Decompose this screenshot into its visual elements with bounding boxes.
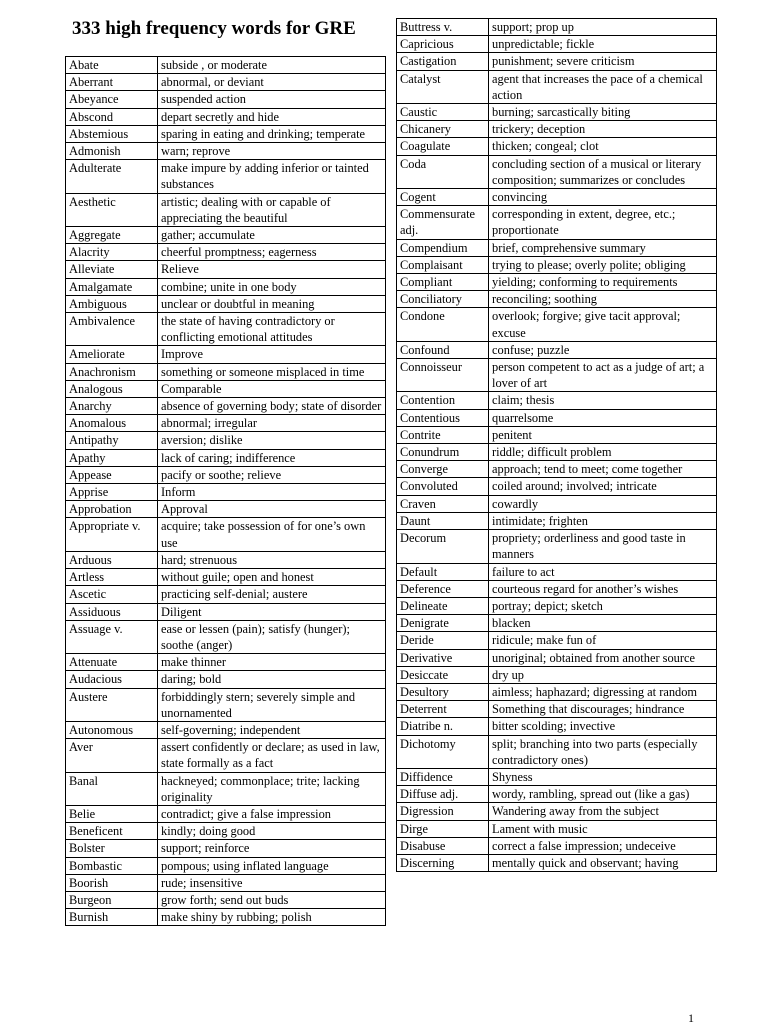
table-row [397, 274, 717, 291]
table-row [397, 768, 717, 785]
definition-cell: intimidate; frighten [489, 512, 717, 529]
table-row [66, 551, 386, 568]
word-cell: Converge [397, 461, 489, 478]
word-cell: Daunt [397, 512, 489, 529]
table-row [66, 244, 386, 261]
definition-cell: concluding section of a musical or literary composition; summarizes or concludes [489, 155, 717, 188]
word-cell: Caustic [397, 104, 489, 121]
definition-cell: hackneyed; commonplace; trite; lacking originality [158, 772, 386, 805]
table-row [66, 57, 386, 74]
word-cell: Bombastic [66, 857, 158, 874]
definition-cell: wordy, rambling, spread out (like a gas) [489, 786, 717, 803]
word-cell: Amalgamate [66, 278, 158, 295]
definition-cell: yielding; conforming to requirements [489, 274, 717, 291]
table-row [66, 278, 386, 295]
definition-cell: Improve [158, 346, 386, 363]
table-row [66, 261, 386, 278]
word-cell: Cogent [397, 189, 489, 206]
definition-cell: pompous; using inflated language [158, 857, 386, 874]
word-cell: Contentious [397, 409, 489, 426]
definition-cell: without guile; open and honest [158, 569, 386, 586]
definition-cell: coiled around; involved; intricate [489, 478, 717, 495]
definition-cell: bitter scolding; invective [489, 718, 717, 735]
definition-cell: courteous regard for another’s wishes [489, 580, 717, 597]
table-row [66, 874, 386, 891]
table-row [66, 160, 386, 193]
table-row [66, 518, 386, 551]
table-row [397, 256, 717, 273]
definition-cell: correct a false impression; undeceive [489, 837, 717, 854]
definition-cell: make thinner [158, 654, 386, 671]
table-row [397, 580, 717, 597]
table-row [66, 739, 386, 772]
definition-cell: overlook; forgive; give tacit approval; excuse [489, 308, 717, 341]
table-row [397, 206, 717, 239]
definition-cell: hard; strenuous [158, 551, 386, 568]
definition-cell: burning; sarcastically biting [489, 104, 717, 121]
word-cell: Ameliorate [66, 346, 158, 363]
definition-cell: mentally quick and observant; having [489, 854, 717, 871]
definition-cell: kindly; doing good [158, 823, 386, 840]
table-row [397, 308, 717, 341]
word-cell: Belie [66, 805, 158, 822]
definition-cell: blacken [489, 615, 717, 632]
word-cell: Diffuse adj. [397, 786, 489, 803]
definition-cell: pacify or soothe; relieve [158, 466, 386, 483]
table-row [397, 341, 717, 358]
definition-cell: make impure by adding inferior or tainted substances [158, 160, 386, 193]
word-cell: Abstemious [66, 125, 158, 142]
word-cell: Deference [397, 580, 489, 597]
table-row [397, 563, 717, 580]
table-row [66, 671, 386, 688]
table-row [66, 91, 386, 108]
definition-cell: trickery; deception [489, 121, 717, 138]
word-cell: Abeyance [66, 91, 158, 108]
table-row [397, 291, 717, 308]
table-row [66, 380, 386, 397]
definition-cell: ease or lessen (pain); satisfy (hunger); soothe (anger) [158, 620, 386, 653]
definition-cell: Shyness [489, 768, 717, 785]
definition-cell: forbiddingly stern; severely simple and unornamented [158, 688, 386, 721]
definition-cell: subside , or moderate [158, 57, 386, 74]
table-row [66, 805, 386, 822]
definition-cell: cowardly [489, 495, 717, 512]
word-cell: Conundrum [397, 444, 489, 461]
word-cell: Burgeon [66, 891, 158, 908]
definition-cell: Inform [158, 484, 386, 501]
table-row [66, 501, 386, 518]
word-cell: Ambiguous [66, 295, 158, 312]
table-row [397, 392, 717, 409]
word-cell: Diatribe n. [397, 718, 489, 735]
definition-cell: reconciling; soothing [489, 291, 717, 308]
word-cell: Deterrent [397, 701, 489, 718]
table-row [66, 432, 386, 449]
table-row [66, 569, 386, 586]
word-cell: Aver [66, 739, 158, 772]
definition-cell: daring; bold [158, 671, 386, 688]
word-cell: Conciliatory [397, 291, 489, 308]
word-cell: Compliant [397, 274, 489, 291]
table-row [397, 53, 717, 70]
word-cell: Derivative [397, 649, 489, 666]
word-cell: Arduous [66, 551, 158, 568]
definition-cell: something or someone misplaced in time [158, 363, 386, 380]
definition-cell: abnormal, or deviant [158, 74, 386, 91]
definition-cell: person competent to act as a judge of art; a lover of art [489, 359, 717, 392]
definition-cell: combine; unite in one body [158, 278, 386, 295]
word-cell: Aberrant [66, 74, 158, 91]
word-cell: Disabuse [397, 837, 489, 854]
table-row [397, 409, 717, 426]
definition-cell: trying to please; overly polite; obliging [489, 256, 717, 273]
table-row [397, 837, 717, 854]
definition-cell: practicing self-denial; austere [158, 586, 386, 603]
table-row [397, 19, 717, 36]
word-cell: Appease [66, 466, 158, 483]
table-row [66, 193, 386, 226]
word-cell: Aesthetic [66, 193, 158, 226]
definition-cell: agent that increases the pace of a chemical action [489, 70, 717, 103]
table-row [397, 854, 717, 871]
definition-cell: riddle; difficult problem [489, 444, 717, 461]
word-cell: Abate [66, 57, 158, 74]
definition-cell: aversion; dislike [158, 432, 386, 449]
definition-cell: portray; depict; sketch [489, 597, 717, 614]
table-row [66, 143, 386, 160]
word-cell: Anomalous [66, 415, 158, 432]
word-cell: Abscond [66, 108, 158, 125]
word-cell: Ambivalence [66, 313, 158, 346]
table-row [397, 701, 717, 718]
definition-cell: corresponding in extent, degree, etc.; proportionate [489, 206, 717, 239]
definition-cell: support; prop up [489, 19, 717, 36]
table-row [397, 239, 717, 256]
definition-cell: Lament with music [489, 820, 717, 837]
table-row [66, 227, 386, 244]
definition-cell: unpredictable; fickle [489, 36, 717, 53]
definition-cell: gather; accumulate [158, 227, 386, 244]
word-cell: Desultory [397, 683, 489, 700]
word-cell: Apathy [66, 449, 158, 466]
definition-cell: penitent [489, 426, 717, 443]
word-cell: Contention [397, 392, 489, 409]
table-row [397, 36, 717, 53]
table-row [397, 683, 717, 700]
word-cell: Contrite [397, 426, 489, 443]
definition-cell: acquire; take possession of for one’s own use [158, 518, 386, 551]
table-row [397, 786, 717, 803]
word-cell: Coda [397, 155, 489, 188]
table-row [397, 426, 717, 443]
table-row [397, 820, 717, 837]
definition-cell: aimless; haphazard; digressing at random [489, 683, 717, 700]
word-cell: Craven [397, 495, 489, 512]
table-row [66, 909, 386, 926]
word-cell: Default [397, 563, 489, 580]
word-cell: Confound [397, 341, 489, 358]
word-cell: Analogous [66, 380, 158, 397]
definition-cell: unclear or doubtful in meaning [158, 295, 386, 312]
word-cell: Bolster [66, 840, 158, 857]
table-row [66, 449, 386, 466]
definition-cell: Diligent [158, 603, 386, 620]
definition-cell: split; branching into two parts (especially contradictory ones) [489, 735, 717, 768]
table-row [66, 857, 386, 874]
word-cell: Assiduous [66, 603, 158, 620]
word-cell: Dichotomy [397, 735, 489, 768]
definition-cell: absence of governing body; state of disorder [158, 398, 386, 415]
table-row [66, 415, 386, 432]
table-row [397, 512, 717, 529]
page-title: 333 high frequency words for GRE [72, 18, 356, 39]
table-row [66, 74, 386, 91]
word-cell: Burnish [66, 909, 158, 926]
table-row [66, 654, 386, 671]
table-row [66, 108, 386, 125]
table-row [397, 138, 717, 155]
definition-cell: depart secretly and hide [158, 108, 386, 125]
table-row [66, 586, 386, 603]
definition-cell: suspended action [158, 91, 386, 108]
word-cell: Admonish [66, 143, 158, 160]
definition-cell: warn; reprove [158, 143, 386, 160]
word-cell: Condone [397, 308, 489, 341]
word-cell: Appropriate v. [66, 518, 158, 551]
definition-cell: sparing in eating and drinking; temperate [158, 125, 386, 142]
word-cell: Austere [66, 688, 158, 721]
word-cell: Deride [397, 632, 489, 649]
word-cell: Castigation [397, 53, 489, 70]
table-row [397, 444, 717, 461]
word-cell: Complaisant [397, 256, 489, 273]
word-cell: Adulterate [66, 160, 158, 193]
table-row [397, 530, 717, 563]
word-cell: Artless [66, 569, 158, 586]
table-row [397, 461, 717, 478]
table-row [66, 620, 386, 653]
word-cell: Beneficent [66, 823, 158, 840]
word-cell: Approbation [66, 501, 158, 518]
definition-cell: Wandering away from the subject [489, 803, 717, 820]
table-row [66, 484, 386, 501]
word-cell: Autonomous [66, 721, 158, 738]
table-row [66, 603, 386, 620]
word-cell: Compendium [397, 239, 489, 256]
table-row [66, 721, 386, 738]
definition-cell: grow forth; send out buds [158, 891, 386, 908]
word-cell: Connoisseur [397, 359, 489, 392]
definition-cell: failure to act [489, 563, 717, 580]
table-row [397, 803, 717, 820]
definition-cell: the state of having contradictory or conflicting emotional attitudes [158, 313, 386, 346]
word-cell: Dirge [397, 820, 489, 837]
definition-cell: self-governing; independent [158, 721, 386, 738]
table-row [397, 632, 717, 649]
definition-cell: Something that discourages; hindrance [489, 701, 717, 718]
definition-cell: brief, comprehensive summary [489, 239, 717, 256]
table-row [66, 295, 386, 312]
word-cell: Alleviate [66, 261, 158, 278]
table-row [397, 666, 717, 683]
table-row [397, 718, 717, 735]
table-row [66, 688, 386, 721]
word-cell: Discerning [397, 854, 489, 871]
table-row [66, 313, 386, 346]
table-row [397, 597, 717, 614]
definition-cell: propriety; orderliness and good taste in manners [489, 530, 717, 563]
table-row [397, 121, 717, 138]
table-row [397, 495, 717, 512]
word-cell: Coagulate [397, 138, 489, 155]
word-cell: Desiccate [397, 666, 489, 683]
word-cell: Anachronism [66, 363, 158, 380]
definition-cell: unoriginal; obtained from another source [489, 649, 717, 666]
table-row [66, 346, 386, 363]
definition-cell: artistic; dealing with or capable of appreciating the beautiful [158, 193, 386, 226]
definition-cell: punishment; severe criticism [489, 53, 717, 70]
definition-cell: make shiny by rubbing; polish [158, 909, 386, 926]
word-cell: Apprise [66, 484, 158, 501]
vocabulary-table-left [65, 56, 386, 926]
table-row [66, 398, 386, 415]
word-cell: Banal [66, 772, 158, 805]
definition-cell: Approval [158, 501, 386, 518]
word-cell: Anarchy [66, 398, 158, 415]
table-row [66, 363, 386, 380]
definition-cell: lack of caring; indifference [158, 449, 386, 466]
word-cell: Buttress v. [397, 19, 489, 36]
table-row [397, 615, 717, 632]
definition-cell: cheerful promptness; eagerness [158, 244, 386, 261]
word-cell: Delineate [397, 597, 489, 614]
table-row [66, 466, 386, 483]
table-row [397, 189, 717, 206]
word-cell: Convoluted [397, 478, 489, 495]
definition-cell: Relieve [158, 261, 386, 278]
definition-cell: quarrelsome [489, 409, 717, 426]
word-cell: Denigrate [397, 615, 489, 632]
table-row [66, 891, 386, 908]
word-cell: Alacrity [66, 244, 158, 261]
word-cell: Diffidence [397, 768, 489, 785]
word-cell: Capricious [397, 36, 489, 53]
word-cell: Decorum [397, 530, 489, 563]
definition-cell: Comparable [158, 380, 386, 397]
definition-cell: thicken; congeal; clot [489, 138, 717, 155]
word-cell: Boorish [66, 874, 158, 891]
word-cell: Attenuate [66, 654, 158, 671]
word-cell: Chicanery [397, 121, 489, 138]
table-row [397, 70, 717, 103]
definition-cell: abnormal; irregular [158, 415, 386, 432]
word-cell: Aggregate [66, 227, 158, 244]
table-row [66, 772, 386, 805]
table-row [397, 155, 717, 188]
definition-cell: rude; insensitive [158, 874, 386, 891]
table-row [397, 478, 717, 495]
word-cell: Catalyst [397, 70, 489, 103]
table-row [66, 823, 386, 840]
word-cell: Ascetic [66, 586, 158, 603]
word-cell: Antipathy [66, 432, 158, 449]
page-number: 1 [688, 1011, 694, 1025]
definition-cell: dry up [489, 666, 717, 683]
word-cell: Digression [397, 803, 489, 820]
definition-cell: claim; thesis [489, 392, 717, 409]
table-row [66, 840, 386, 857]
vocabulary-table-right [396, 18, 717, 872]
table-row [397, 649, 717, 666]
definition-cell: convincing [489, 189, 717, 206]
word-cell: Commensurate adj. [397, 206, 489, 239]
word-cell: Assuage v. [66, 620, 158, 653]
table-row [66, 125, 386, 142]
table-row [397, 104, 717, 121]
definition-cell: ridicule; make fun of [489, 632, 717, 649]
definition-cell: assert confidently or declare; as used in law, state formally as a fact [158, 739, 386, 772]
definition-cell: confuse; puzzle [489, 341, 717, 358]
word-cell: Audacious [66, 671, 158, 688]
table-row [397, 359, 717, 392]
table-row [397, 735, 717, 768]
definition-cell: contradict; give a false impression [158, 805, 386, 822]
definition-cell: support; reinforce [158, 840, 386, 857]
definition-cell: approach; tend to meet; come together [489, 461, 717, 478]
